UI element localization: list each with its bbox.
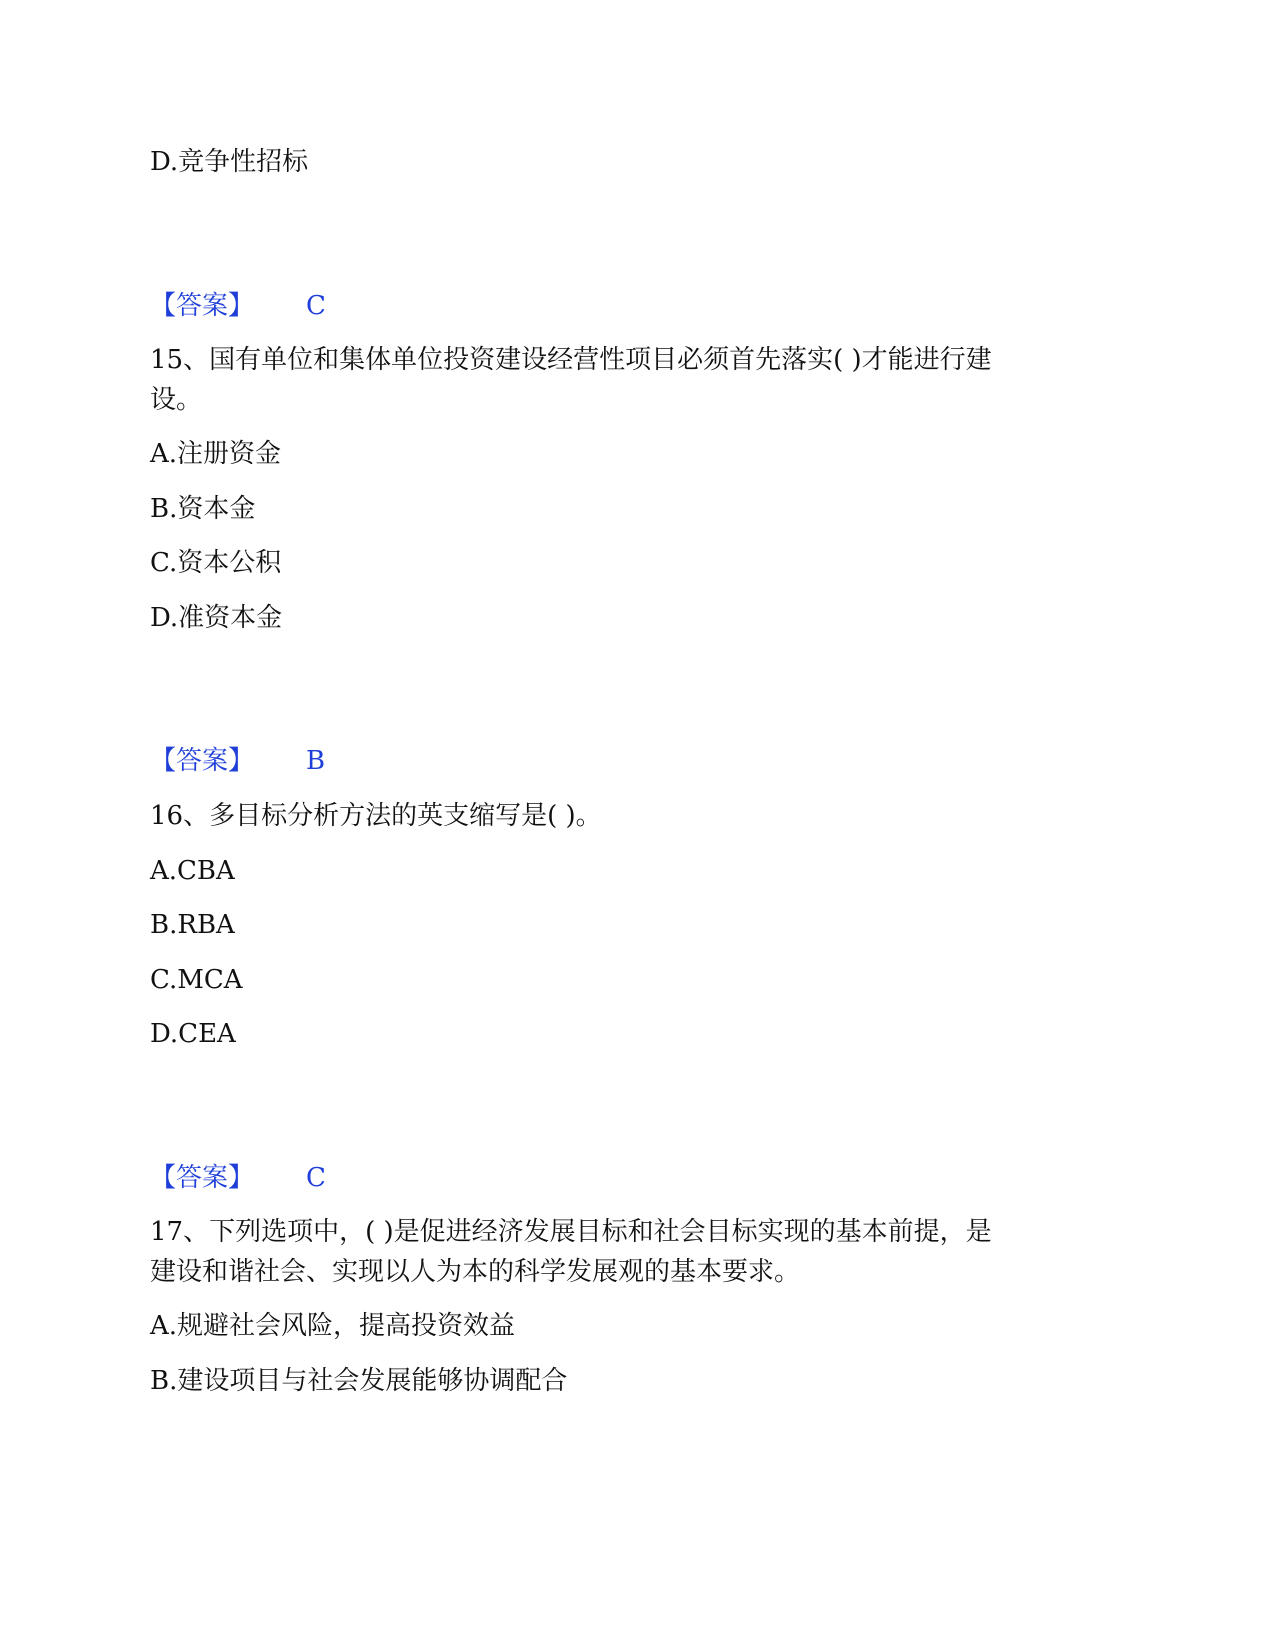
question-16-line1: 16、多目标分析方法的英支缩写是( )。: [150, 801, 602, 831]
question-15-line2: 设。: [150, 385, 203, 415]
q15-option-a: A.注册资金: [150, 439, 282, 469]
answer-label: 【答案】: [150, 291, 255, 321]
answer-q15: [150, 741, 325, 781]
answer-value: C: [306, 1163, 326, 1193]
answer-label: 【答案】: [150, 1163, 255, 1193]
question-17-line2: 建设和谐社会、实现以人为本的科学发展观的基本要求。: [150, 1257, 801, 1287]
q15-option-c: C.资本公积: [150, 548, 282, 578]
answer-label: 【答案】: [150, 746, 255, 776]
answer-value: B: [306, 746, 326, 776]
q16-option-a: A.CBA: [150, 856, 235, 886]
q15-option-b: B.资本金: [150, 494, 256, 524]
q17-option-b: B.建设项目与社会发展能够协调配合: [150, 1366, 568, 1396]
question-17-line1: 17、下列选项中，( )是促进经济发展目标和社会目标实现的基本前提，是: [150, 1217, 992, 1247]
q15-option-d: D.准资本金: [150, 603, 283, 633]
q16-option-b: B.RBA: [150, 910, 235, 940]
answer-q14: [150, 286, 326, 326]
question-15-line1: 15、国有单位和集体单位投资建设经营性项目必须首先落实( )才能进行建: [150, 345, 992, 375]
answer-q16: [150, 1158, 326, 1198]
answer-value: C: [306, 291, 326, 321]
q16-option-d: D.CEA: [150, 1019, 236, 1049]
q17-option-a: A.规避社会风险，提高投资效益: [150, 1311, 516, 1341]
q16-option-c: C.MCA: [150, 965, 243, 995]
option-d-previous: D.竞争性招标: [150, 147, 309, 177]
